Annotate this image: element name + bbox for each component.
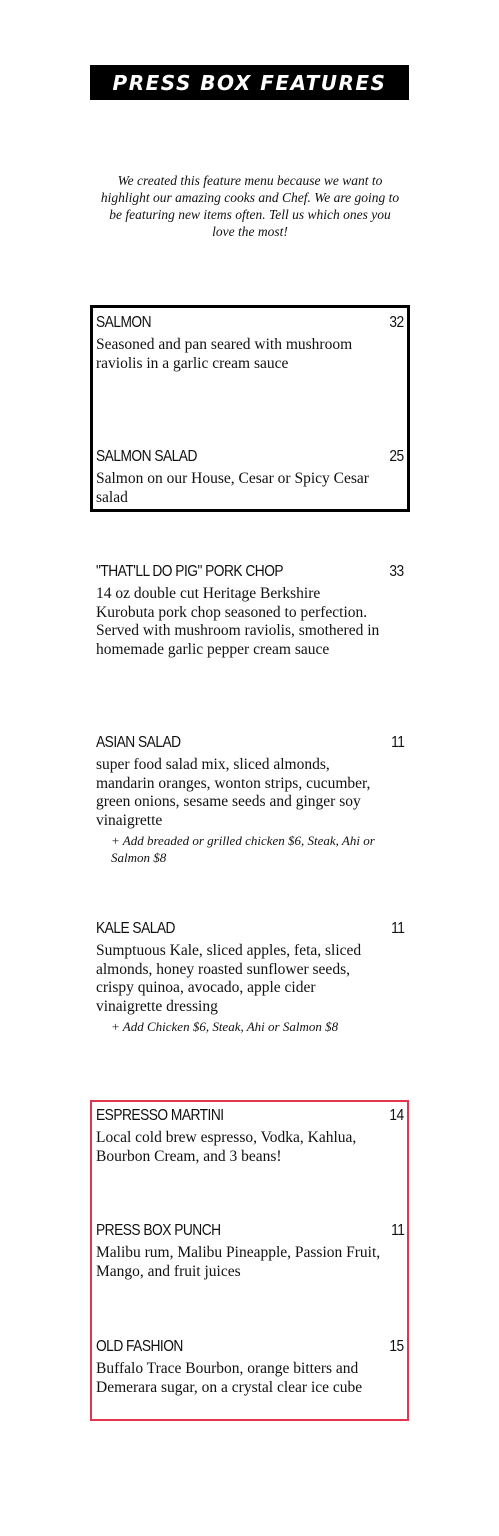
- item-description: Salmon on our House, Cesar or Spicy Cesar salad: [96, 470, 369, 506]
- item-description: Local cold brew espresso, Vodka, Kahlua, Bourbon Cream, and 3 beans!: [96, 1129, 357, 1165]
- item-name: ESPRESSO MARTINI: [96, 1107, 224, 1124]
- item-name: SALMON: [96, 314, 152, 331]
- item-name: KALE SALAD: [96, 920, 175, 937]
- item-description: 14 oz double cut Heritage Berkshire Kurobuta pork chop seasoned to perfection. Served with mushroom raviolis, smothered in homemade garlic pepper cream sauce: [96, 585, 380, 658]
- item-description: super food salad mix, sliced almonds, mandarin oranges, wonton strips, cucumber, green onions, sesame seeds and ginger soy vinaigrette: [96, 756, 371, 829]
- item-name: OLD FASHION: [96, 1338, 183, 1355]
- item-price: 14: [389, 1107, 404, 1124]
- item-name: ASIAN SALAD: [96, 734, 181, 751]
- menu-item-kale-salad: [96, 920, 406, 1035]
- menu-item-salmon: [96, 314, 406, 373]
- menu-item-press-box-punch: [96, 1222, 406, 1281]
- item-price: 11: [390, 734, 404, 751]
- item-addon: + Add Chicken $6, Steak, Ahi or Salmon $8: [111, 1019, 339, 1034]
- item-description: Buffalo Trace Bourbon, orange bitters and Demerara sugar, on a crystal clear ice cube: [96, 1360, 363, 1396]
- item-price: 11: [390, 920, 404, 937]
- item-price: 25: [389, 448, 404, 465]
- item-description: Seasoned and pan seared with mushroom raviolis in a garlic cream sauce: [96, 336, 353, 372]
- item-name: PRESS BOX PUNCH: [96, 1222, 221, 1239]
- item-price: 11: [390, 1222, 404, 1239]
- item-price: 33: [389, 563, 404, 580]
- item-price: 15: [389, 1338, 404, 1355]
- item-name: SALMON SALAD: [96, 448, 197, 465]
- item-addon: + Add breaded or grilled chicken $6, Steak, Ahi or Salmon $8: [111, 833, 375, 865]
- page-title: PRESS BOX FEATURES: [90, 65, 409, 100]
- item-price: 32: [389, 314, 404, 331]
- menu-item-espresso-martini: [96, 1107, 406, 1166]
- item-description: Malibu rum, Malibu Pineapple, Passion Fruit, Mango, and fruit juices: [96, 1244, 381, 1280]
- menu-item-old-fashion: [96, 1338, 406, 1397]
- menu-item-asian-salad: [96, 734, 406, 866]
- intro-text: We created this feature menu because we want to highlight our amazing cooks and Chef. We are going to be featuring new items often. Tell us which ones you love the most!: [100, 173, 400, 239]
- item-description: Sumptuous Kale, sliced apples, feta, sliced almonds, honey roasted sunflower seeds, crispy quinoa, avocado, apple cider vinaigrette dressing: [96, 942, 362, 1015]
- menu-item-pork-chop: [96, 563, 406, 659]
- menu-item-salmon-salad: [96, 448, 406, 507]
- item-name: "THAT'LL DO PIG" PORK CHOP: [96, 563, 284, 580]
